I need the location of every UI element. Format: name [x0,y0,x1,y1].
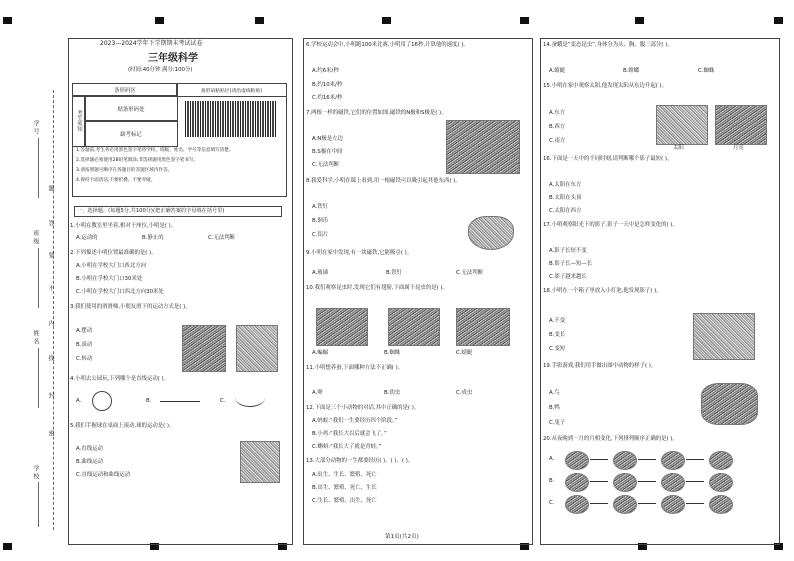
option-4a[interactable]: A. [76,398,82,404]
magnet-photo [446,120,520,174]
bat-photo [316,308,368,346]
option-12b[interactable]: B.小鸡:“我长大以后就会飞了。” [312,431,387,437]
option-4c[interactable]: C. [220,398,226,404]
option-2b[interactable]: B.小明在学校大门口30米处 [76,276,143,282]
option-5b[interactable]: B.曲线运动 [76,459,103,465]
option-8c[interactable]: C.铝片 [312,232,329,238]
binding-label: 要 [47,252,54,260]
write-line[interactable] [38,248,39,308]
option-6c[interactable]: C.约16米/秒 [312,95,343,101]
subject-title: 三年级科学 [148,53,198,64]
option-7b[interactable]: B.S极在中间 [312,149,343,155]
question-9: 9.小明在家中发现,有一块磁铁,它能吸引( )。 [306,250,413,256]
barcode-slot-label: 贴条形码处 [117,106,145,113]
lamp-box-photo [693,313,755,360]
option-13b[interactable]: B.出生、繁殖、死亡、生长 [312,485,377,491]
moon-phase-thumb [661,495,685,514]
option-13a[interactable]: A.出生、生长、繁殖、死亡 [312,472,377,478]
arrow-icon [686,459,704,460]
option-10b[interactable]: B.蜘蛛 [384,350,401,356]
dragonfly-photo [456,308,510,346]
option-18b[interactable]: B.变长 [549,332,566,338]
option-18a[interactable]: A.不变 [549,318,566,324]
option-8a[interactable]: A.铁钉 [312,204,329,210]
arrow-icon [638,503,656,504]
exam-subtitle: (时间:40分钟 满分:100分) [128,67,193,73]
question-15: 15.小明在家中观察太阳,他发现太阳从东边升起( )。 [543,83,668,89]
moon-phase-thumb [613,451,637,470]
binding-label: 内 [47,320,54,328]
option-16c[interactable]: C.太阳在西方 [549,208,582,214]
option-8b[interactable]: B.铜币 [312,218,329,224]
option-5c[interactable]: C.直线运动和曲线运动 [76,472,130,478]
option-15b[interactable]: B.西方 [549,124,566,130]
moon-phase-thumb [565,451,589,470]
option-16a[interactable]: A.太阳在东方 [549,182,582,188]
notice-line: 4.保持卡面清洁,不要折叠、不要弄破。 [76,178,156,183]
arrow-icon [638,459,656,460]
registration-mark [3,543,12,550]
registration-mark [774,17,783,24]
option-14c[interactable]: C.蜘蛛 [698,68,715,74]
exam-title: 2023—2024学年下学期期末考试试卷 [100,40,203,47]
option-6b[interactable]: B.约10米/秒 [312,82,343,88]
binding-label: 答 [47,220,54,228]
binding-label: 不 [47,285,54,293]
option-7a[interactable]: A.N极是左边 [312,136,343,142]
moon-phase-thumb [661,473,685,492]
option-3c[interactable]: C.转动 [76,356,93,362]
moon-caption: 月亮 [733,145,744,151]
moon-phase-thumb [565,495,589,514]
barcode-area-label: 条形码区 [72,83,178,97]
binding-label: 封 [47,392,54,400]
binding-label-id: 学号 [32,120,39,136]
option-3b[interactable]: B.滚动 [76,342,93,348]
question-12: 12.下面是三个小动物的对话,其中正确的是( )。 [306,405,420,411]
moon-phase-thumb [613,473,637,492]
option-19a[interactable]: A.鸟 [549,390,560,396]
sun-caption: 太阳 [673,145,684,151]
option-14b[interactable]: B.螳螂 [623,68,640,74]
option-11c[interactable]: C.成虫 [456,390,473,396]
option-16b[interactable]: B.太阳在头顶 [549,195,582,201]
moon-phase-thumb [709,451,733,470]
question-19: 19.手影游戏,我们用手做出图中动物的样子( )。 [543,363,657,369]
binding-label: 题 [47,185,54,193]
swing-photo [236,325,278,372]
question-5: 5.我们手握球在桌面上滚动,球的运动是( )。 [70,423,175,429]
write-line[interactable] [38,138,39,198]
fold-line [53,90,54,530]
option-14a[interactable]: A.蜻蜓 [549,68,566,74]
arrow-icon [638,481,656,482]
arrow-icon [686,503,704,504]
candidate-notice-label: 考生须知 [72,95,86,147]
moon-phase-thumb [565,473,589,492]
absent-mark[interactable] [84,120,178,147]
spider-photo [388,308,440,346]
barcode-image [185,101,277,137]
question-2: 2.下列描述小明位置最准确的是( )。 [70,250,157,256]
question-17: 17.小明观察阳光下的影子,影子一天中是怎样变化的( )。 [543,222,678,228]
option-19c[interactable]: C.兔子 [549,420,566,426]
option-12c[interactable]: C.蝌蚪:“我长大了就是青蛙。” [312,444,382,450]
page-footer: 第1页(共2页) [385,534,419,540]
moon-phase-thumb [709,473,733,492]
moon-phase-thumb [709,495,733,514]
option-3a[interactable]: A.摆动 [76,328,93,334]
heart-magnet-photo [468,216,514,250]
registration-mark [382,17,391,24]
question-6: 6.学校运动会中,小明跑100米比赛,小明用了16秒,计算他的速度( )。 [306,42,469,48]
option-6a[interactable]: A.约6米/秒 [312,68,339,74]
ball-photo [240,441,280,483]
arrow-icon [590,459,608,460]
question-11: 11.小明想养蚕,下面哪种方法不正确( )。 [306,365,404,371]
option-11b[interactable]: B.幼虫 [384,390,401,396]
option-2c[interactable]: C.小明在学校大门口西北方向30米处 [76,289,164,295]
question-14: 14.蚕蛾是“变态昆虫”,身体分为头、胸、腹三部分( )。 [543,42,673,48]
question-7: 7.两根一样的磁铁,它们的位置如图,磁铁的N极和S极是( )。 [306,110,447,116]
slide-photo [182,325,226,372]
barcode-slot [84,95,178,122]
option-7c[interactable]: C.无法判断 [312,162,340,168]
notice-line: 1.答题前,考生务必用黑色签字笔将学校、班级、姓名、学号等信息填写清楚。 [76,148,234,153]
notice-line: 3.请按照题号顺序在各题目的答题区域内作答。 [76,168,173,173]
section-title: 一、选择题。(每题5分,共100分)(把正确答案的字母填在括号里) [74,206,282,217]
question-8: 8.我爱科学,小明在课上看到,用一根磁铁可以吸引起其他东西( )。 [306,178,461,184]
registration-mark [3,17,12,24]
question-4: 4.小明去公园玩,下列哪个是直线运动( )。 [70,376,170,382]
option-10a[interactable]: A.蝙蝠 [312,350,329,356]
option-1b[interactable]: B.静止的 [142,235,164,241]
question-1: 1.小明在教室里坐着,相对于座位,小明是( )。 [70,223,177,229]
binding-label: 线 [47,355,54,363]
option-9b[interactable]: B.铁钉 [386,270,403,276]
registration-mark [520,17,529,24]
sun-photo [656,105,708,145]
option-9a[interactable]: A.玻璃 [312,270,329,276]
question-13: 13.大部分动物的一生都要经历( )、( )、( )。 [306,458,414,464]
circular-motion-icon [92,391,112,411]
option-2a[interactable]: A.小明在学校大门口西北方向 [76,263,146,269]
moon-phase-thumb [613,495,637,514]
option-17a[interactable]: A.影子长短不变 [549,248,587,254]
hand-shadow-photo [701,383,758,425]
option-15a[interactable]: A.东方 [549,110,566,116]
option-1c[interactable]: C.无法判断 [208,235,236,241]
question-3: 3.我们使用的滑滑梯,小朋友滑下的运动方式是( )。 [70,304,191,310]
arrow-icon [590,503,608,504]
option-12a[interactable]: A.蚂蚁:“我们一生要经历四个阶段。” [312,418,398,424]
option-15c[interactable]: C.南方 [549,138,566,144]
registration-mark [155,17,164,24]
option-5a[interactable]: A.直线运动 [76,446,103,452]
option-17c[interactable]: C.影子越来越长 [549,274,587,280]
option-20b[interactable]: B. [549,478,555,484]
curve-arrow-icon [235,388,265,407]
straight-arrow-icon [160,401,200,402]
option-20a[interactable]: A. [549,456,555,462]
moon-photo [715,105,767,145]
question-20: 20.从夜晚到一月的月相变化,下列排列顺序正确的是( )。 [543,436,678,442]
write-line[interactable] [38,348,39,408]
option-9c[interactable]: C.无法判断 [456,270,484,276]
arrow-icon [686,481,704,482]
arrow-icon [590,481,608,482]
option-20c[interactable]: C. [549,500,555,506]
option-1a[interactable]: A.运动的 [76,235,98,241]
write-line[interactable] [38,482,39,527]
option-10c[interactable]: C.蜻蜓 [456,350,473,356]
option-18c[interactable]: C.变短 [549,346,566,352]
registration-mark [635,17,644,24]
barcode-paste-label: 条形码粘贴区(请沿虚线粘贴) [176,83,287,97]
binding-label-class: 班级 [32,230,39,246]
option-4b[interactable]: B. [146,398,152,404]
option-17b[interactable]: B.影子长—短—长 [549,261,593,267]
binding-label-school: 学校 [32,465,39,481]
option-11a[interactable]: A.卵 [312,390,323,396]
option-13c[interactable]: C.生长、繁殖、出生、死亡 [312,498,377,504]
binding-label: 密 [47,430,54,438]
binding-label-name: 姓名 [32,330,39,346]
question-10: 10.我们观察昆虫时,发现它们有翅膀,下面属于昆虫的是( )。 [306,285,448,291]
registration-mark [255,17,264,24]
question-16: 16.下面是一天中的不同时刻,请判断哪个影子最短( )。 [543,156,673,162]
absent-mark-label: 缺考标记 [120,131,142,138]
question-18: 18.小明在一个箱子里放入小灯泡,他发现影子( )。 [543,288,662,294]
option-19b[interactable]: B.鸭 [549,405,560,411]
moon-phase-thumb [661,451,685,470]
notice-line: 2.选择题必须使用2B铅笔填涂,非选择题用黑色签字笔书写。 [76,158,199,163]
